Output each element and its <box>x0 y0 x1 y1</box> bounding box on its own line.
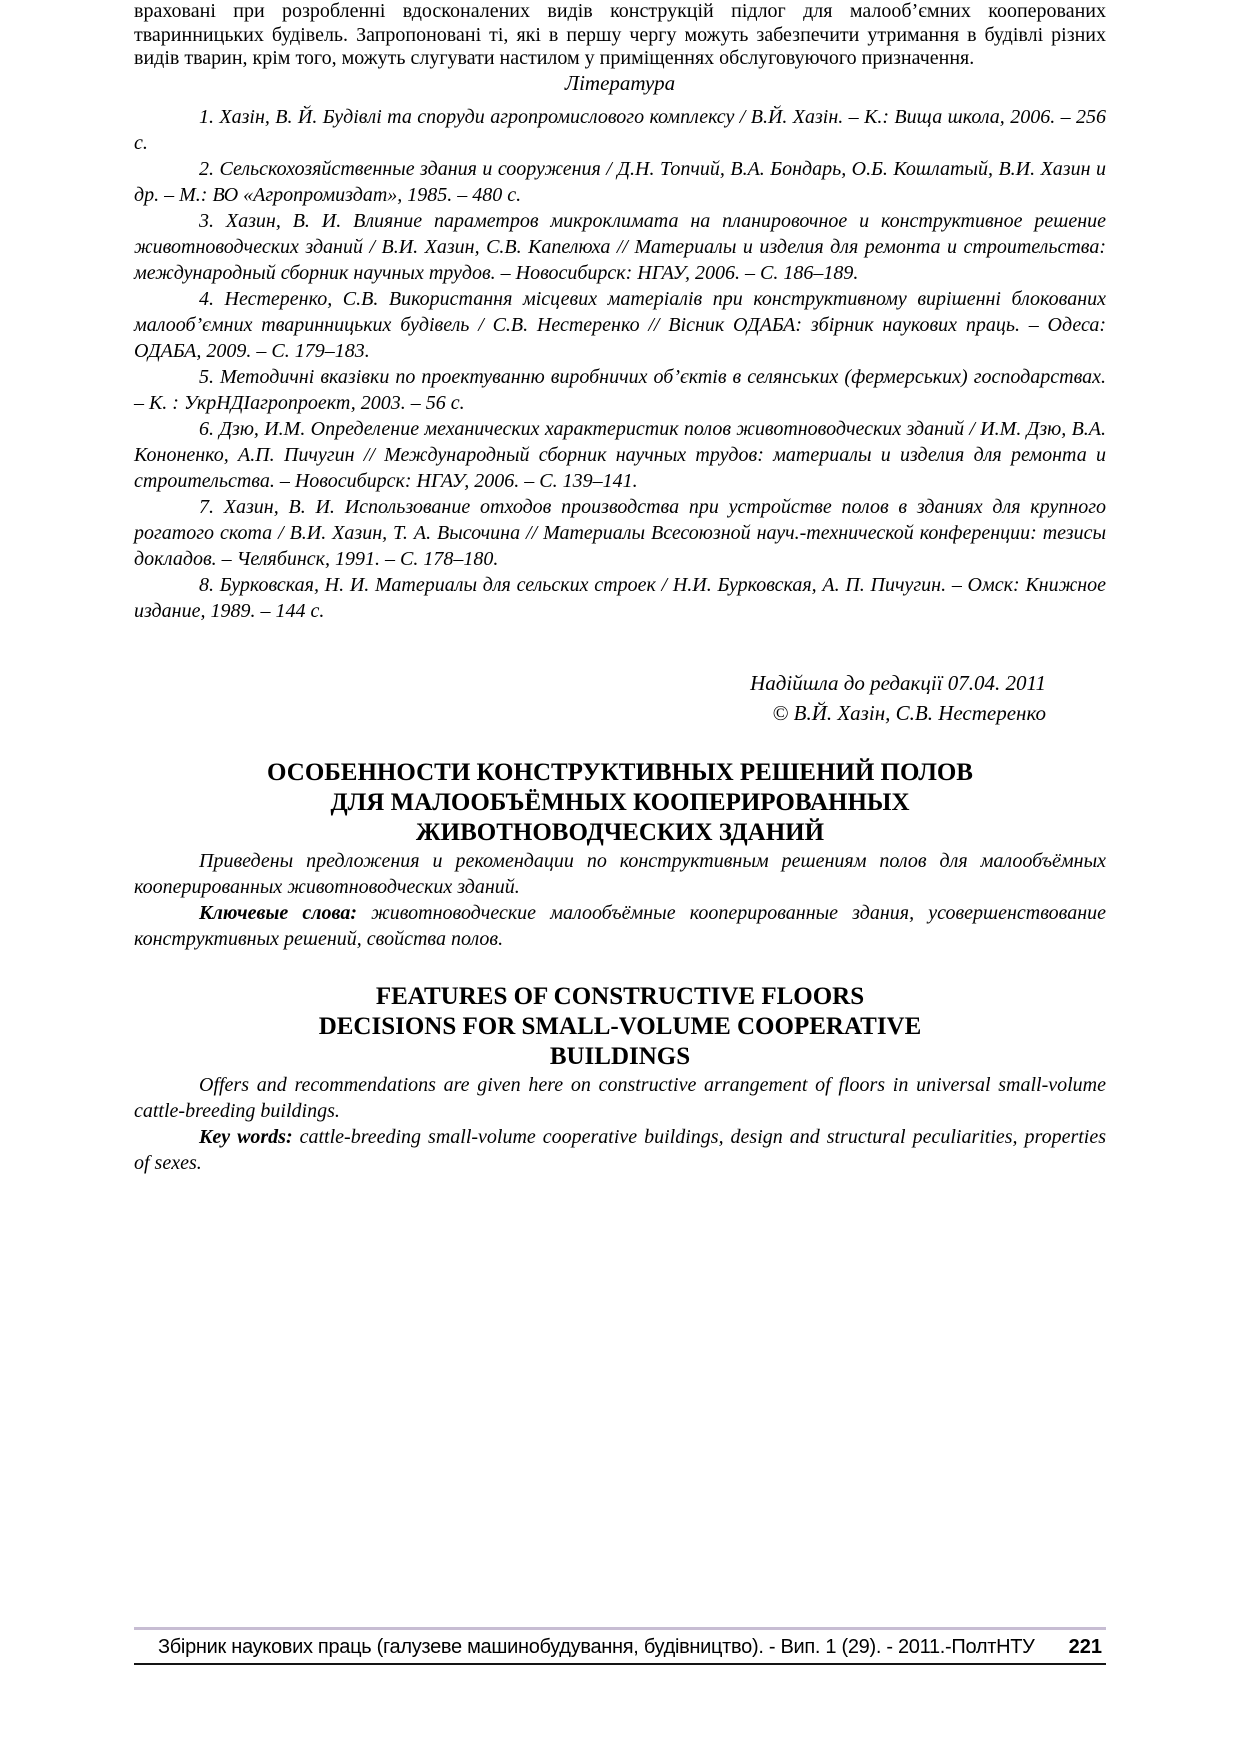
page-number: 221 <box>1068 1636 1102 1658</box>
article-title-en-line: FEATURES OF CONSTRUCTIVE FLOORS <box>375 982 865 1010</box>
references-list <box>134 104 1106 624</box>
article-title-ru <box>134 758 1106 848</box>
submission-block <box>134 668 1106 728</box>
article-title-en-line: BUILDINGS <box>549 1042 691 1070</box>
reference-item: 6. Дзю, И.М. Определение механических характеристик полов животноводческих зданий / И.М. Дзю, В.А. Кононенко, А.П. Пичугин // Международный сборник научных трудов: материалы и изделия для ремонта и строительства. – Новосибирск: НГАУ, 2006. – С. 139–141. <box>134 417 1106 492</box>
page-content <box>134 0 1106 1176</box>
abstract-en: Offers and recommendations are given here on constructive arrangement of floors in universal small-volume cattle-breeding buildings. <box>134 1073 1106 1122</box>
references-heading: Література <box>564 70 676 95</box>
received-date: Надійшла до редакції 07.04. 2011 <box>750 670 1046 695</box>
article-title-ru-line: ДЛЯ МАЛООБЪЁМНЫХ КООПЕРИРОВАННЫХ <box>330 788 910 816</box>
reference-item: 8. Бурковская, Н. И. Материалы для сельских строек / Н.И. Бурковская, А. П. Пичугин. – Омск: Книжное издание, 1989. – 144 с. <box>134 573 1106 622</box>
article-title-en-line: DECISIONS FOR SMALL-VOLUME COOPERATIVE <box>318 1012 922 1040</box>
footer <box>134 1627 1106 1665</box>
reference-item: 5. Методичні вказівки по проектуванню виробничих об’єктів в селянських (фермерських) господарствах. – К. : УкрНДІагропроект, 2003. – 56 с. <box>134 365 1106 414</box>
article-title-ru-line: ОСОБЕННОСТИ КОНСТРУКТИВНЫХ РЕШЕНИЙ ПОЛОВ <box>267 758 973 786</box>
keywords-en <box>134 1124 1106 1176</box>
keywords-ru-text: животноводческие малообъёмные кооперированные здания, усовершенствование конструктивных решений, свойства полов. <box>134 901 1107 950</box>
keywords-ru-label: Ключевые слова: <box>199 901 357 924</box>
reference-item: 4. Нестеренко, С.В. Використання місцевих матеріалів при конструктивному вирішенні блокованих малооб’ємних тваринницьких будівель / С.В. Нестеренко // Вісник ОДАБА: збірник наукових праць. – Одеса: ОДАБА, 2009. – С. 179–183. <box>134 287 1106 362</box>
keywords-ru <box>134 900 1106 952</box>
journal-citation: Збірник наукових праць (галузеве машинобудування, будівництво). - Вип. 1 (29). - 2011.-ПолтНТУ <box>158 1636 1035 1658</box>
keywords-en-label: Key words: <box>199 1125 293 1148</box>
reference-item: 2. Сельскохозяйственные здания и сооружения / Д.Н. Топчий, В.А. Бондарь, О.Б. Кошлатый, В.И. Хазин и др. – М.: ВО «Агропромиздат», 1985. – 480 с. <box>134 157 1106 206</box>
copyright-line: © В.Й. Хазін, С.В. Нестеренко <box>772 700 1046 725</box>
article-title-ru-line: ЖИВОТНОВОДЧЕСКИХ ЗДАНИЙ <box>415 818 825 846</box>
intro-paragraph: враховані при розробленні вдосконалених видів конструкцій підлог для малооб’ємних кооперованих тваринницьких будівель. Запропоновані ті, які в першу чергу можуть забезпечити утримання в будівлі різних видів тварин, крім того, можуть слугувати настилом у приміщеннях обслуговуючого призначення. <box>134 0 1106 69</box>
reference-item: 3. Хазин, В. И. Влияние параметров микроклимата на планировочное и конструктивное решение животноводческих зданий / В.И. Хазин, С.В. Капелюха // Материалы и изделия для ремонта и строительства: международный сборник научных трудов. – Новосибирск: НГАУ, 2006. – С. 186–189. <box>134 209 1106 284</box>
keywords-en-text: cattle-breeding small-volume cooperative buildings, design and structural peculiarities, properties of sexes. <box>134 1125 1107 1174</box>
reference-item: 1. Хазін, В. Й. Будівлі та споруди агропромислового комплексу / В.Й. Хазін. – К.: Вища школа, 2006. – 256 с. <box>134 105 1106 154</box>
reference-item: 7. Хазин, В. И. Использование отходов производства при устройстве полов в зданиях для крупного рогатого скота / В.И. Хазин, Т. А. Высочина // Материалы Всесоюзной науч.-технической конференции: тезисы докладов. – Челябинск, 1991. – С. 178–180. <box>134 495 1106 570</box>
article-title-en <box>134 982 1106 1072</box>
abstract-ru: Приведены предложения и рекомендации по конструктивным решениям полов для малообъёмных кооперированных животноводческих зданий. <box>134 849 1106 898</box>
